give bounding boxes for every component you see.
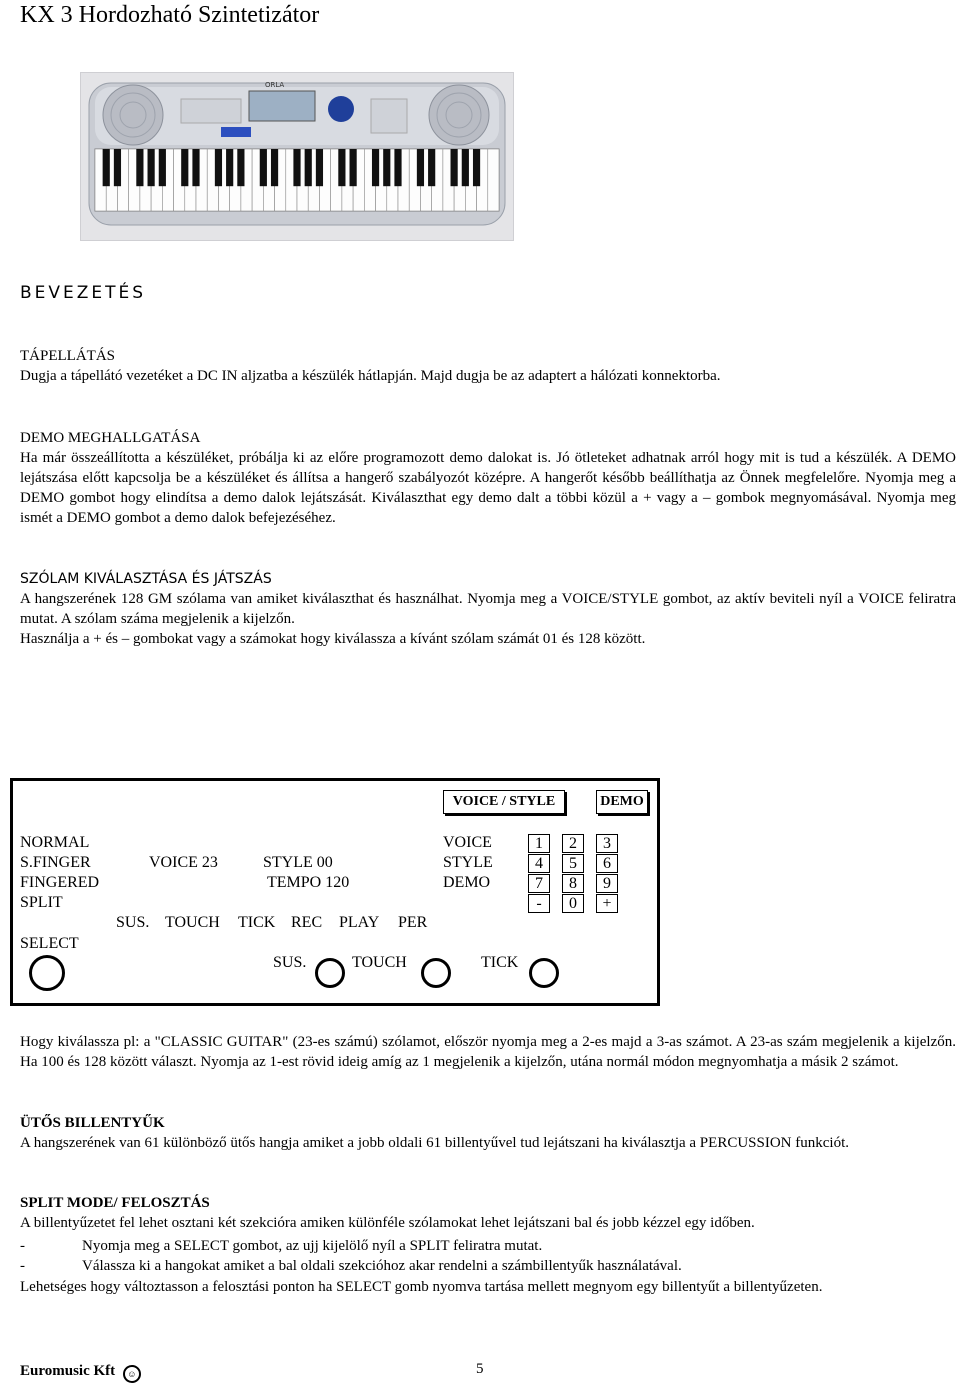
voice-readout: VOICE 23 — [149, 854, 218, 871]
keypad-key-4[interactable]: 4 — [528, 854, 550, 873]
keypad-key-6[interactable]: 6 — [596, 854, 618, 873]
voice-heading: SZÓLAM KIVÁLASZTÁSA ÉS JÁTSZÁS — [20, 571, 272, 587]
demo-section — [20, 428, 956, 528]
copyright-icon: ☺ — [123, 1365, 141, 1383]
knob-label-sus: SUS. — [273, 954, 307, 971]
tempo-readout: TEMPO 120 — [267, 874, 350, 891]
left-speaker-icon — [103, 85, 163, 145]
brand-label: ORLA — [265, 81, 285, 89]
black-key — [462, 149, 469, 186]
black-key — [350, 149, 357, 186]
mode-style-label: STYLE — [443, 854, 493, 871]
keypad-key-8[interactable]: 8 — [562, 874, 584, 893]
lcd-display — [249, 91, 315, 121]
list-item-text: Nyomja meg a SELECT gombot, az ujj kijelölő nyíl a SPLIT feliratra mutat. — [82, 1238, 543, 1254]
black-key — [473, 149, 480, 186]
percussion-heading: ÜTŐS BILLENTYŰK — [20, 1115, 165, 1131]
power-heading: TÁPELLÁTÁS — [20, 348, 115, 364]
black-key — [136, 149, 143, 186]
keypad-key-9[interactable]: 9 — [596, 874, 618, 893]
mode-label-split: SPLIT — [20, 894, 63, 911]
black-key — [192, 149, 199, 186]
percussion-section — [20, 1113, 956, 1153]
power-text: Dugja a tápellátó vezetéket a DC IN aljzatba a készülék hátlapján. Majd dugja be az adaptert a hálózati konnektorba. — [20, 368, 721, 384]
knob-label-tick: TICK — [481, 954, 519, 971]
mode-label-sfinger: S.FINGER — [20, 854, 91, 871]
dial-icon — [328, 96, 354, 122]
right-speaker-icon — [429, 85, 489, 145]
black-key — [293, 149, 300, 186]
select-knob[interactable] — [29, 955, 65, 991]
demo-text: Ha már összeállította a készüléket, próbálja ki az előre programozott demo dalokat is. Jó ötleteket adhatnak arról hogy mit is tud a készülék. A DEMO lejátszása előtt kapcsolja be a készüléket és állítsa a hangerő szabályozót középre. A hangerőt később beállíthatja az Önnek megfelelőre. Nyomja meg a DEMO gombot hogy elindítsa a demo dalok lejátszását. Kiválaszthat egy demo dalt a többi közül a + vagy a – gombok megnyomásával. Nyomja meg ismét a DEMO gombot a demo dalok befejezéséhez. — [20, 450, 956, 526]
black-key — [181, 149, 188, 186]
black-key — [159, 149, 166, 186]
keypad-key-minus[interactable]: - — [528, 894, 550, 913]
keypad-key-7[interactable]: 7 — [528, 874, 550, 893]
percussion-text: A hangszerének van 61 különböző ütős hangja amiket a jobb oldali 61 billentyűvel tud lejátszani ha kiválasztja a PERCUSSION funkciót. — [20, 1135, 849, 1151]
indicator-touch: TOUCH — [165, 914, 220, 931]
split-outro-block — [20, 1277, 956, 1297]
black-key — [237, 149, 244, 186]
example-text: Hogy kiválassza pl: a "CLASSIC GUITAR" (23-es számú) szólamot, először nyomja meg a 2-es majd a 3-as számot. A 23-as szám megjelenik a kijelzőn. Ha 100 és 128 között választ. Nyomja az 1-est rövid ideig amíg az 1 megjelenik a kijelzőn, utána normál módon megnyomhatja a másik 2 számot. — [20, 1034, 956, 1070]
sus-knob[interactable] — [315, 958, 345, 988]
section-heading: BEVEZETÉS — [20, 283, 147, 303]
indicator-per: PER — [398, 914, 428, 931]
black-key — [226, 149, 233, 186]
keyboard-photo — [80, 72, 514, 241]
black-key — [305, 149, 312, 186]
mode-label-normal: NORMAL — [20, 834, 90, 851]
voice-section — [20, 569, 956, 649]
mode-demo-label: DEMO — [443, 874, 491, 891]
black-key — [148, 149, 155, 186]
keypad-key-2[interactable]: 2 — [562, 834, 584, 853]
black-key — [383, 149, 390, 186]
voice-text-1: A hangszerének 128 GM szólama van amiket kiválaszthat és használhat. Nyomja meg a VOICE/STYLE gombot, az aktív beviteli nyíl a VOICE feliratra mutat. A szólam száma megjelenik a kijelzőn. — [20, 591, 956, 627]
keypad-key-5[interactable]: 5 — [562, 854, 584, 873]
keypad-key-1[interactable]: 1 — [528, 834, 550, 853]
touch-knob[interactable] — [421, 958, 451, 988]
keypad-key-0[interactable]: 0 — [562, 894, 584, 913]
indicator-rec: REC — [291, 914, 323, 931]
keyboard-illustration — [81, 73, 513, 240]
tick-knob[interactable] — [529, 958, 559, 988]
indicator-sus: SUS. — [116, 914, 150, 931]
list-bullet: - — [20, 1238, 25, 1254]
indicator-play: PLAY — [339, 914, 380, 931]
black-key — [451, 149, 458, 186]
black-key — [338, 149, 345, 186]
black-key — [372, 149, 379, 186]
demo-heading: DEMO MEGHALLGATÁSA — [20, 430, 201, 446]
black-key — [316, 149, 323, 186]
black-key — [271, 149, 278, 186]
example-section — [20, 1032, 956, 1072]
company-name: Euromusic Kft — [20, 1363, 116, 1379]
split-section — [20, 1193, 956, 1233]
mode-label-fingered: FINGERED — [20, 874, 100, 891]
voice-style-button[interactable]: VOICE / STYLE — [443, 790, 565, 814]
black-key — [260, 149, 267, 186]
voice-text-2: Használja a + és – gombokat vagy a számokat hogy kiválassza a kívánt szólam számát 01 és 128 között. — [20, 631, 646, 647]
demo-button[interactable]: DEMO — [596, 790, 648, 814]
control-panel-diagram — [10, 778, 660, 1006]
black-key — [215, 149, 222, 186]
list-bullet: - — [20, 1258, 25, 1274]
document-title: KX 3 Hordozható Szintetizátor — [20, 2, 320, 28]
select-label: SELECT — [20, 935, 79, 952]
indicator-tick: TICK — [238, 914, 276, 931]
black-key — [417, 149, 424, 186]
footer-company — [20, 1363, 141, 1383]
style-readout: STYLE 00 — [263, 854, 333, 871]
split-intro: A billentyűzetet fel lehet osztani két szekcióra amiken különféle szólamokat lehet lejátszani bal és jobb kézzel egy időben. — [20, 1215, 755, 1231]
white-key — [488, 149, 499, 211]
black-key — [103, 149, 110, 186]
power-section — [20, 346, 956, 386]
black-key — [394, 149, 401, 186]
split-heading: SPLIT MODE/ FELOSZTÁS — [20, 1195, 210, 1211]
keypad-key-3[interactable]: 3 — [596, 834, 618, 853]
list-item-text: Válassza ki a hangokat amiket a bal oldali szekcióhoz akar rendelni a számbillentyűk használatával. — [82, 1258, 682, 1274]
knob-label-touch: TOUCH — [352, 954, 407, 971]
black-key — [114, 149, 121, 186]
black-key — [428, 149, 435, 186]
split-outro: Lehetséges hogy változtasson a felosztási ponton ha SELECT gomb nyomva tartása mellett megnyom egy billentyűt a billentyűzeten. — [20, 1279, 823, 1295]
page-number: 5 — [476, 1361, 484, 1377]
mode-voice-label: VOICE — [443, 834, 492, 851]
keypad-key-plus[interactable]: + — [596, 894, 618, 913]
